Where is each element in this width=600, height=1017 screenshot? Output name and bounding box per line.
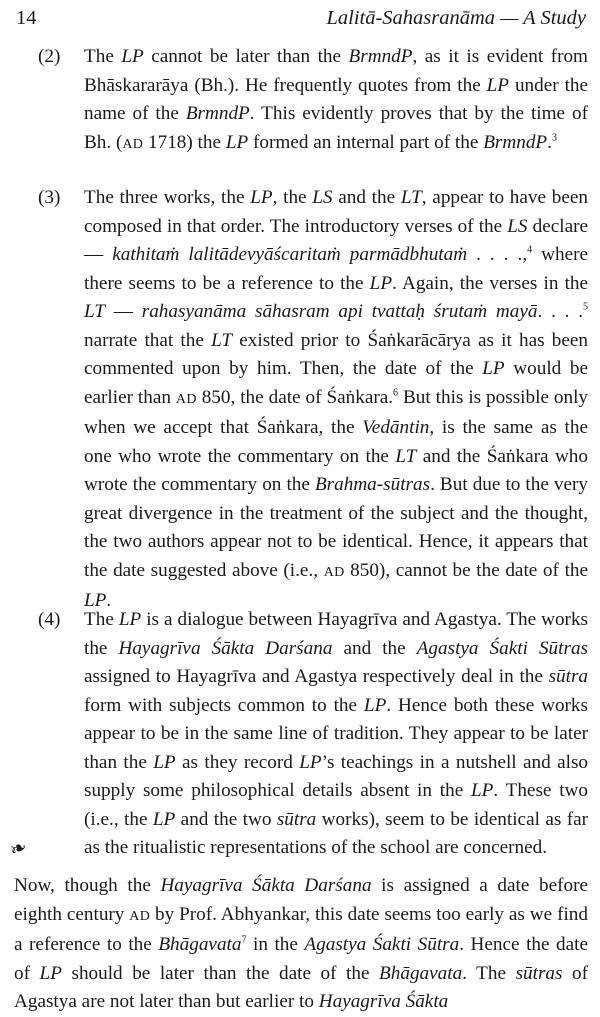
- italic-term: LP: [225, 131, 249, 153]
- italic-term: Bhāgavata: [158, 934, 242, 955]
- italic-term: rahasyanāma sāhasram api tvattaḥ: [141, 301, 426, 322]
- paragraph-text: The LP cannot be later than the BrmndP, as it is evident from Bhāskararāya (Bh.). He frequently quotes from the LP under the name of the BrmndP. This evidently proves that by the time of Bh. (AD 1718) the LP formed an internal part of the BrmndP.$^3$: [84, 46, 589, 153]
- italic-term: LP: [369, 272, 393, 294]
- era-abbreviation: AD: [175, 391, 197, 407]
- italic-term: LS: [312, 187, 333, 208]
- italic-term: LP: [84, 590, 107, 611]
- paragraph-text: Now, though the Hayagrīva Śākta Darśana is assigned a date before eighth century AD by Prof. Abhyankar, this date seems too early as we find a reference to the Bhāgavata$^7$ in the Agastya Śakti Sūtra. Hence the date of LP should be later than the date of the Bhāgavata. The sūtras of Agastya are not later than but earlier to Hayagrīva Śākta: [14, 875, 589, 1012]
- footnote-ref: 5: [583, 301, 589, 313]
- italic-term: Agastya Śakti Sūtra: [304, 934, 460, 955]
- list-item-3: [38, 184, 588, 616]
- italic-term: LP: [153, 751, 176, 773]
- italic-term: LP: [482, 358, 505, 379]
- italic-term: LP: [363, 694, 387, 716]
- italic-term: kathitaṁ lalitādevyāścaritaṁ parmādbhutaṁ: [112, 244, 468, 265]
- italic-term: LP: [39, 962, 62, 984]
- item-number: (2): [38, 46, 61, 67]
- italic-term: Agastya Śakti: [416, 637, 528, 659]
- italic-term: Sūtras: [538, 637, 588, 659]
- italic-term: śrutaṁ mayā: [433, 301, 538, 322]
- italic-term: LP: [250, 187, 273, 208]
- italic-term: LT: [84, 301, 105, 322]
- footnote-ref: 6: [393, 387, 399, 399]
- italic-term: Bhāgavata: [379, 962, 463, 984]
- italic-term: LS: [507, 215, 528, 237]
- italic-term: Hayagrīva Śākta Darśana: [160, 875, 372, 896]
- italic-term: Hayagrīva Śākta: [318, 991, 449, 1012]
- list-item-2: [38, 43, 588, 159]
- paragraph-text: The LP is a dialogue between Hayagrīva and Agastya. The works the Hayagrīva Śākta Darśana and the Agastya Śakti Sūtras assigned to Hayagrīva and Agastya respectively deal in the sūtra form with subjects common to the LP. Hence both these works appear to be in the same line of tradition. They appear to be later than the LP as they record LP’s teachings in a nutshell and also supply some philosophical details absent in the LP. These two (i.e., the LP and the two sūtra works), seem to be identical as far as the ritualistic representations of the school are concerned.: [84, 609, 589, 858]
- paragraph-text: The three works, the LP, the LS and the LT, appear to have been composed in that order. The introductory verses of the LS declare — kathitaṁ lalitādevyāścaritaṁ parmādbhutaṁ . . . .,$^4$ where there seems to be a reference to the LP. Again, the verses in the LT — rahasyanāma sāhasram api tvattaḥ śrutaṁ mayā. . . .$^5$ narrate that the LT existed prior to Śaṅkarācārya as it has been commented upon by him. Then, the date of the LP would be earlier than AD 850, the date of Śaṅkara.$^6$ But this is possible only when we accept that Śaṅkara, the Vedāntin, is the same as the one who wrote the commentary on the LT and the Śaṅkara who wrote the commentary on the Brahma-sūtras. But due to the very great divergence in the treatment of the subject and the thought, the two authors appear not to be identical. Hence, it appears that the date suggested above (i.e., AD 850), cannot be the date of the LP.: [84, 187, 589, 611]
- italic-term: Hayagrīva Śākta Darśana: [118, 637, 333, 659]
- footnote-ref: 4: [527, 244, 533, 256]
- margin-ornament-icon: ❧: [6, 835, 31, 863]
- italic-term: LP: [470, 780, 494, 801]
- item-number: (3): [38, 187, 61, 208]
- italic-term: Brahma-sūtras: [314, 474, 431, 495]
- italic-term: LP: [121, 46, 144, 67]
- italic-term: sūtra: [276, 808, 317, 830]
- footnote-ref: 3: [551, 132, 557, 144]
- italic-term: Vedāntin: [362, 417, 430, 438]
- item-number: (4): [38, 609, 61, 630]
- item-body: [84, 43, 588, 159]
- era-abbreviation: AD: [129, 908, 151, 924]
- italic-term: LT: [395, 445, 417, 467]
- italic-term: sūtra: [548, 666, 589, 687]
- italic-term: LP: [152, 808, 176, 830]
- italic-term: LP: [486, 74, 510, 96]
- italic-term: LP: [299, 751, 322, 773]
- item-body: [84, 606, 588, 863]
- italic-term: BrmndP: [185, 103, 250, 124]
- italic-term: sūtras: [515, 962, 563, 984]
- closing-paragraph: [14, 872, 588, 1017]
- running-title: Lalitā-Sahasranāma — A Study: [326, 7, 586, 29]
- footnote-ref: 7: [241, 934, 247, 946]
- italic-term: LT: [400, 187, 422, 208]
- italic-term: BrmndP: [483, 131, 548, 153]
- item-body: [84, 184, 588, 616]
- italic-term: LP: [118, 609, 142, 630]
- running-header: [16, 6, 586, 30]
- era-abbreviation: AD: [122, 136, 144, 152]
- page-number: 14: [16, 7, 37, 29]
- list-item-4: [38, 606, 588, 863]
- italic-term: BrmndP: [348, 46, 413, 67]
- era-abbreviation: AD: [323, 564, 345, 580]
- italic-term: LT: [211, 329, 233, 351]
